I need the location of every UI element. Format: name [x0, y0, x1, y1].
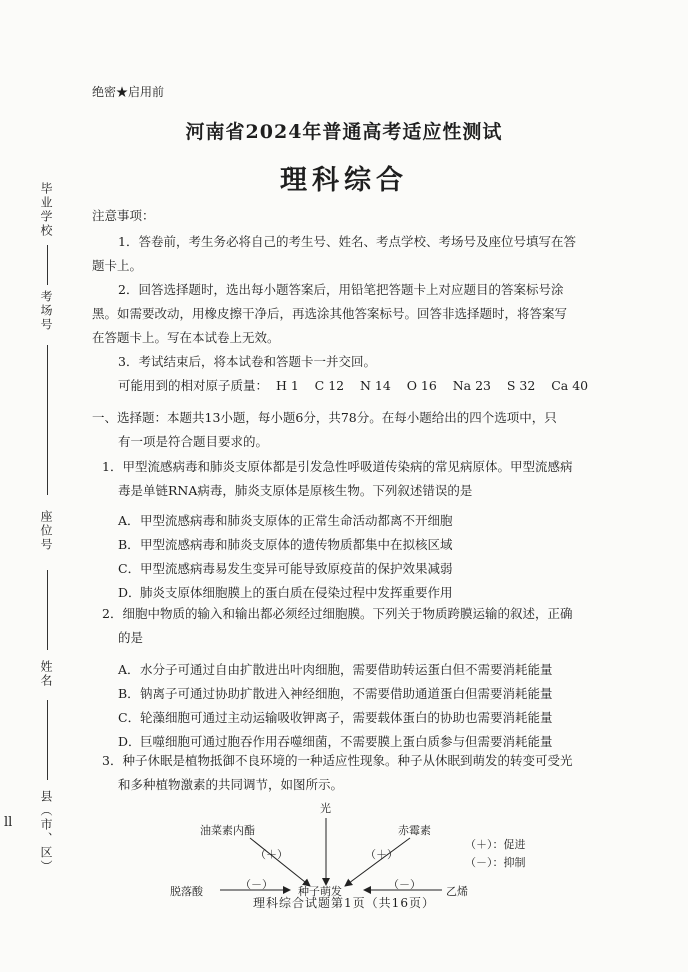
sign-abscisic: （－）	[240, 878, 273, 891]
margin-mark: ll	[4, 815, 13, 830]
q1-option-d	[118, 583, 453, 601]
q2-option-a	[118, 660, 553, 678]
section-heading-line-2: 有一项是符合题目要求的。	[118, 434, 269, 449]
notice-1-line-2: 题卡上。	[92, 258, 143, 273]
notice-2-line-1: 2．回答选择题时，选出每小题答案后，用铅笔把答题卡上对应题目的答案标号涂	[118, 282, 564, 297]
seat-fill-line	[47, 570, 48, 650]
notice-1-line-1: 1．答卷前，考生务必将自己的考生号、姓名、考点学校、考场号及座位号填写在答	[118, 234, 576, 249]
binding-strip	[4, 170, 64, 874]
section-heading-line-1: 一、选择题：本题共13小题，每小题6分，共78分。在每小题给出的四个选项中，只	[92, 410, 557, 425]
exam-title: 河南省2024年普通高考适应性测试	[185, 121, 503, 143]
option-letter: D．	[118, 585, 141, 600]
option-text: 甲型流感病毒和肺炎支原体的正常生命活动都离不开细胞	[140, 513, 453, 528]
notice-heading: 注意事项：	[92, 208, 155, 223]
sign-gibberellin: （＋）	[365, 848, 398, 861]
q2-stem-line-1: 2．细胞中物质的输入和输出都必须经过细胞膜。下列关于物质跨膜运输的叙述，正确	[102, 606, 573, 621]
q2-stem-line-2: 的是	[118, 630, 144, 645]
q3-stem-line-1: 3．种子休眠是植物抵御不良环境的一种适应性现象。种子从休眠到萌发的转变可受光	[102, 753, 573, 768]
option-letter: A．	[118, 513, 140, 528]
option-letter: C．	[118, 710, 141, 725]
name-label: 姓名	[39, 660, 53, 688]
notice-3-line-1: 3．考试结束后，将本试卷和答题卡一并交回。	[118, 354, 376, 369]
seat-label: 座位号	[39, 510, 53, 552]
option-letter: D．	[118, 734, 141, 749]
q2-option-b	[118, 684, 553, 702]
option-text: 甲型流感病毒和肺炎支原体的遗传物质都集中在拟核区域	[140, 537, 453, 552]
sign-brassinolide: （＋）	[255, 848, 288, 861]
exam-no-label: 考场号	[39, 290, 53, 332]
exam-no-fill-line	[47, 345, 48, 495]
label-gibberellin: 赤霉素	[398, 824, 431, 837]
option-text: 轮藻细胞可通过主动运输吸收钾离子，需要载体蛋白的协助也需要消耗能量	[140, 710, 553, 725]
option-text: 巨噬细胞可通过胞吞作用吞噬细菌，不需要膜上蛋白质参与但需要消耗能量	[140, 734, 553, 749]
label-light: 光	[320, 802, 331, 815]
q1-option-c	[118, 559, 453, 577]
atomic-masses: 可能用到的相对原子质量： H 1 C 12 N 14 O 16 Na 23 S 32 Ca 40	[118, 378, 589, 393]
option-text: 钠离子可通过协助扩散进入神经细胞，不需要借助通道蛋白但需要消耗能量	[140, 686, 553, 701]
option-letter: B．	[118, 537, 140, 552]
name-fill-line	[47, 700, 48, 780]
option-text: 水分子可通过自由扩散进出叶肉细胞，需要借助转运蛋白但不需要消耗能量	[140, 662, 553, 677]
sign-ethylene: （－）	[388, 878, 421, 891]
subject-title: 理科综合	[280, 165, 408, 196]
option-text: 甲型流感病毒易发生变异可能导致原疫苗的保护效果减弱	[140, 561, 453, 576]
q1-option-a	[118, 511, 453, 529]
label-ethylene: 乙烯	[446, 885, 468, 898]
option-text: 肺炎支原体细胞膜上的蛋白质在侵染过程中发挥重要作用	[140, 585, 453, 600]
legend-promote: （＋）：促进	[465, 838, 526, 851]
notice-2-line-3: 在答题卡上。写在本试卷上无效。	[92, 330, 280, 345]
q3-stem-line-2: 和多种植物激素的共同调节，如图所示。	[118, 777, 344, 792]
hormone-diagram	[160, 800, 560, 900]
label-abscisic: 脱落酸	[170, 885, 203, 898]
option-letter: C．	[118, 561, 141, 576]
label-brassinolide: 油菜素内酯	[200, 824, 255, 837]
option-letter: B．	[118, 686, 140, 701]
school-label: 毕业学校	[39, 182, 53, 238]
school-fill-line	[47, 245, 48, 285]
label-germination: 种子萌发	[298, 885, 342, 898]
confidential-note: 绝密★启用前	[92, 85, 165, 99]
legend-inhibit: （－）：抑制	[465, 856, 526, 869]
q1-option-b	[118, 535, 453, 553]
q2-option-c	[118, 708, 553, 726]
q1-stem-line-1: 1．甲型流感病毒和肺炎支原体都是引发急性呼吸道传染病的常见病原体。甲型流感病	[102, 459, 573, 474]
option-letter: A．	[118, 662, 140, 677]
district-label: 县（市、区）	[39, 790, 53, 874]
page-footer: 理科综合试题第1页（共16页）	[253, 896, 435, 910]
q1-stem-line-2: 毒是单链RNA病毒，肺炎支原体是原核生物。下列叙述错误的是	[118, 483, 473, 498]
notice-2-line-2: 黑。如需要改动，用橡皮擦干净后，再选涂其他答案标号。回答非选择题时，将答案写	[92, 306, 568, 321]
